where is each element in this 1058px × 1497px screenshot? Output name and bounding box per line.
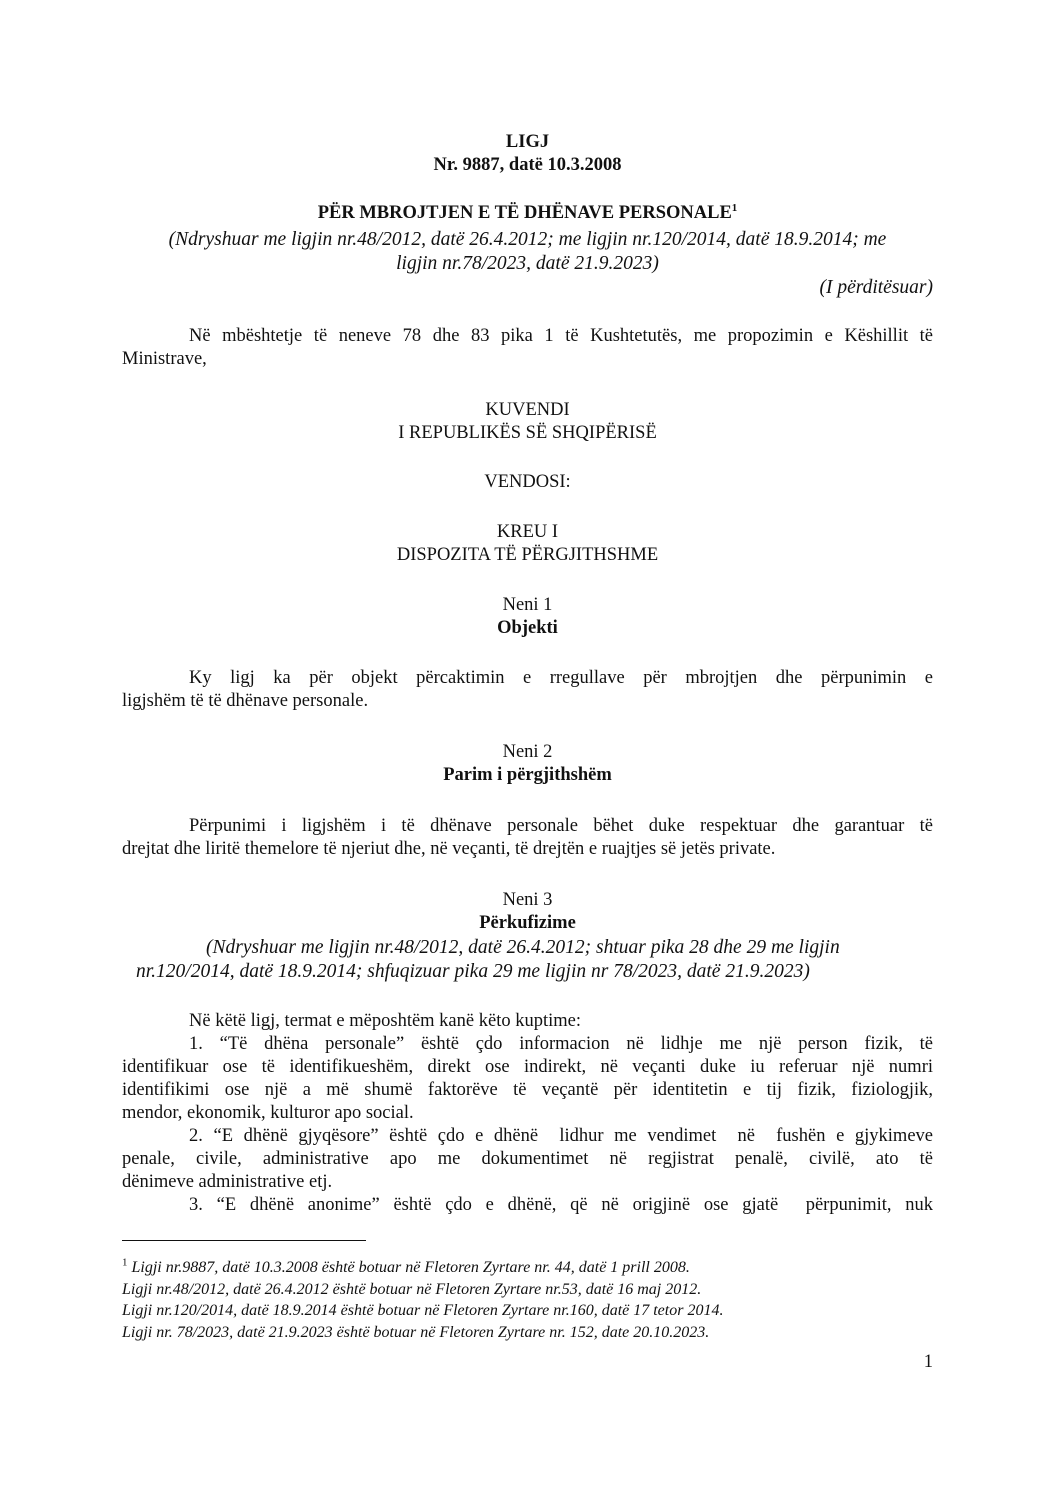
definition-line: 1. “Të dhëna personale” është çdo informacion në lidhje me një person fizik, të xyxy=(189,1034,933,1054)
article-title: Objekti xyxy=(497,618,558,638)
definition-line: penale, civile, administrative apo me dokumentimet në regjistrat penalë, civilë, ato të xyxy=(122,1149,933,1169)
definition-line: identifikuar ose të identifikueshëm, direkt ose indirekt, në veçanti duke iu referuar një numri xyxy=(122,1057,933,1077)
law-title xyxy=(122,202,933,225)
article-line: Përpunimi i ligjshëm i të dhënave personale bëhet duke respektuar dhe garantuar të xyxy=(189,816,933,836)
updated-status: (I përditësuar) xyxy=(819,277,933,298)
footnotes xyxy=(122,1257,933,1343)
article-line: drejtat dhe liritë themelore të njeriut dhe, në veçanti, të drejtën e ruajtjes së jetës private. xyxy=(122,839,776,859)
article-2-heading xyxy=(122,741,933,787)
footnote-marker: 1 xyxy=(122,1256,128,1269)
footnote-line: Ligji nr. 78/2023, datë 21.9.2023 është botuar në Fletoren Zyrtare nr. 152, date 20.10.2023. xyxy=(122,1323,710,1341)
footnote-line: Ligji nr.120/2014, datë 18.9.2014 është botuar në Fletoren Zyrtare nr.160, datë 17 tetor 2014. xyxy=(122,1302,724,1319)
definition-line: identifikimi ose një a më shumë faktorëve të veçantë për identitetin e tij fizik, fiziologjik, xyxy=(122,1080,933,1100)
preamble-line: Ministrave, xyxy=(122,349,207,369)
definition-line: mendor, ekonomik, kulturor apo social. xyxy=(122,1103,414,1123)
definition-line: 2. “E dhënë gjyqësore” është çdo e dhënë lidhur me vendimet në fushën e gjykimeve xyxy=(189,1126,933,1146)
footnote-line: Ligji nr.48/2012, datë 26.4.2012 është botuar në Fletoren Zyrtare nr.53, datë 16 maj 2012. xyxy=(122,1280,702,1298)
article-line: ligjshëm të të dhënave personale. xyxy=(122,691,369,711)
assembly-name: I REPUBLIKËS SË SHQIPËRISË xyxy=(398,423,657,443)
preamble-line: Në mbështetje të neneve 78 dhe 83 pika 1 të Kushtetutës, me propozimin e Këshillit të xyxy=(189,326,933,346)
footnote-separator xyxy=(122,1240,366,1241)
law-title-text: PËR MBROJTJEN E TË DHËNAVE PERSONALE xyxy=(317,203,732,223)
footnote-ref[interactable]: 1 xyxy=(731,201,738,214)
article-number: Neni 2 xyxy=(502,742,553,762)
article-3-amendments xyxy=(122,936,933,984)
article-title: Parim i përgjithshëm xyxy=(443,765,612,785)
article-title: Përkufizime xyxy=(479,913,576,933)
definition-item xyxy=(122,1194,933,1217)
chapter-title: DISPOZITA TË PËRGJITHSHME xyxy=(396,545,659,565)
article-line: Ky ligj ka për objekt përcaktimin e rregullave për mbrojtjen dhe përpunimin e xyxy=(189,668,933,688)
definitions-intro: Në këtë ligj, termat e mëposhtëm kanë këto kuptime: xyxy=(189,1011,581,1031)
article-1-heading xyxy=(122,594,933,640)
amendments-line: ligjin nr.78/2023, datë 21.9.2023) xyxy=(396,253,659,274)
decision-heading: VENDOSI: xyxy=(484,472,571,492)
article-number: Neni 1 xyxy=(502,595,553,615)
article-3-body xyxy=(122,1010,933,1217)
document-header xyxy=(122,131,933,177)
amendments-line: (Ndryshuar me ligjin nr.48/2012, datë 26.4.2012; me ligjin nr.120/2014, datë 18.9.2014; me xyxy=(168,229,887,250)
assembly-name: KUVENDI xyxy=(485,400,570,420)
chapter-heading xyxy=(122,521,933,567)
definition-line: dënimeve administrative etj. xyxy=(122,1172,333,1192)
definition-item xyxy=(122,1125,933,1194)
doc-type: LIGJ xyxy=(505,132,550,152)
law-number-date: Nr. 9887, datë 10.3.2008 xyxy=(433,155,622,175)
amendments-line: (Ndryshuar me ligjin nr.48/2012, datë 26.4.2012; shtuar pika 28 dhe 29 me ligjin xyxy=(206,937,840,958)
chapter-number: KREU I xyxy=(496,522,559,542)
assembly-heading xyxy=(122,399,933,445)
amendments-note xyxy=(122,228,933,276)
footnote-line: Ligji nr.9887, datë 10.3.2008 është botuar në Fletoren Zyrtare nr. 44, datë 1 prill 2008. xyxy=(131,1259,690,1276)
definition-item xyxy=(122,1033,933,1125)
preamble xyxy=(122,325,933,371)
amendments-line: nr.120/2014, datë 18.9.2014; shfuqizuar pika 29 me ligjin nr 78/2023, datë 21.9.2023) xyxy=(136,961,810,982)
article-number: Neni 3 xyxy=(502,890,553,910)
definition-line: 3. “E dhënë anonime” është çdo e dhënë, që në origjinë ose gjatë përpunimit, nuk xyxy=(189,1195,933,1215)
article-1-body xyxy=(122,667,933,713)
article-2-body xyxy=(122,815,933,861)
page-number: 1 xyxy=(923,1352,933,1372)
article-3-heading xyxy=(122,889,933,935)
